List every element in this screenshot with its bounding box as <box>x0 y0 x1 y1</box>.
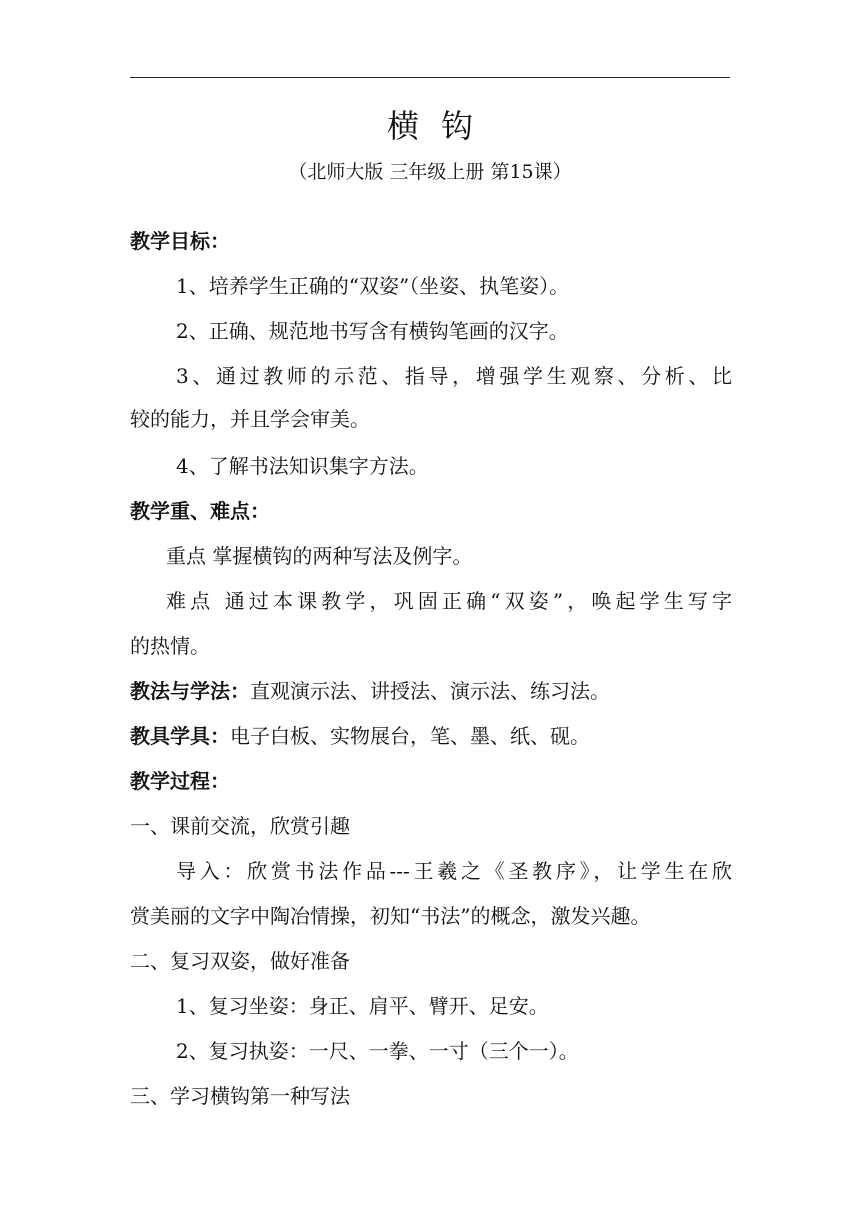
section-title: 三、学习横钩第一种写法 <box>130 1084 350 1108</box>
key-point: 重点 掌握横钩的两种写法及例字。 <box>166 544 473 568</box>
page-title: 横钩 <box>386 107 495 145</box>
methods-text: 直观演示法、讲授法、演示法、练习法。 <box>250 679 610 703</box>
page-subtitle: （北师大版 三年级上册 第15课） <box>288 161 572 183</box>
section-title: 一、课前交流，欣赏引趣 <box>130 814 350 838</box>
goal-item: 1、培养学生正确的“双姿”（坐姿、执笔姿）。 <box>176 274 570 298</box>
section-paragraph: 导入：欣赏书法作品---王羲之《圣教序》，让学生在欣 <box>176 859 732 883</box>
goal-item: 4、了解书法知识集字方法。 <box>176 454 429 478</box>
tools-line <box>130 720 732 752</box>
difficult-point-continued: 的热情。 <box>130 634 210 658</box>
difficult-point: 难点 通过本课教学，巩固正确“双姿”，唤起学生写字 <box>166 589 732 613</box>
section-paragraph-continued: 赏美丽的文字中陶冶情操，初知“书法”的概念，激发兴趣。 <box>130 904 651 928</box>
process-heading: 教学过程： <box>130 769 230 793</box>
section-title: 二、复习双姿，做好准备 <box>130 949 350 973</box>
section-item: 1、复习坐姿：身正、肩平、臂开、足安。 <box>176 994 549 1018</box>
methods-label: 教法与学法： <box>130 679 250 703</box>
key-points-heading: 教学重、难点： <box>130 499 270 523</box>
methods-line <box>130 675 732 707</box>
goal-item: 2、正确、规范地书写含有横钩笔画的汉字。 <box>176 319 569 343</box>
goals-heading: 教学目标： <box>130 229 230 253</box>
tools-text: 电子白板、实物展台，笔、墨、纸、砚。 <box>230 724 590 748</box>
section-item: 2、复习执姿：一尺、一拳、一寸（三个一）。 <box>176 1039 579 1063</box>
goal-item: 3、通过教师的示范、指导，增强学生观察、分析、比 <box>176 364 732 388</box>
goal-item-continued: 较的能力，并且学会审美。 <box>130 407 370 431</box>
header-rule <box>130 77 730 78</box>
tools-label: 教具学具： <box>130 724 230 748</box>
